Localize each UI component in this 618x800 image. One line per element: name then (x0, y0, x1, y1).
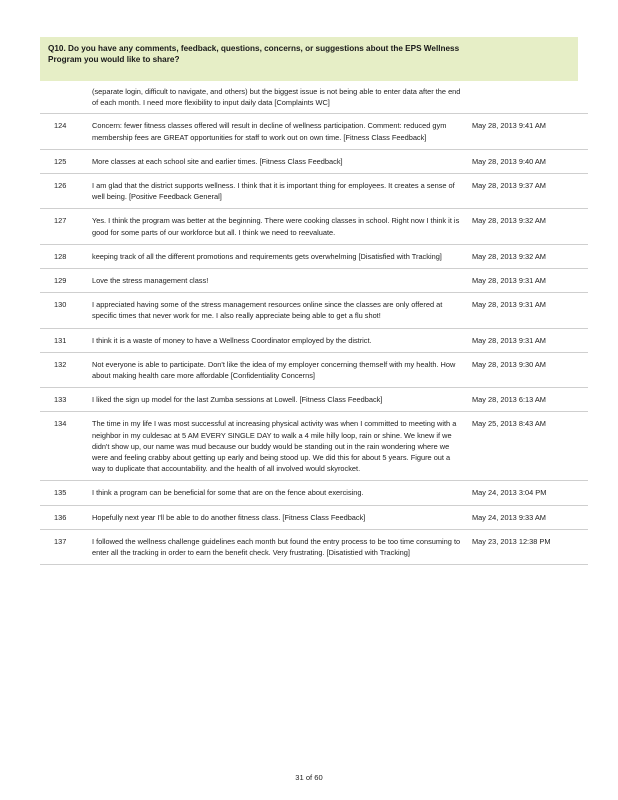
table-row (40, 149, 588, 173)
response-date: May 28, 2013 6:13 AM (468, 388, 588, 412)
response-number: 135 (40, 481, 92, 505)
response-date: May 28, 2013 9:40 AM (468, 149, 588, 173)
response-date: May 25, 2013 8:43 AM (468, 412, 588, 481)
response-number: 127 (40, 209, 92, 244)
response-number: 128 (40, 244, 92, 268)
table-row (40, 81, 588, 114)
response-text: Hopefully next year I'll be able to do another fitness class. [Fitness Class Feedback] (92, 505, 468, 529)
table-row (40, 529, 588, 564)
response-number: 129 (40, 269, 92, 293)
table-row (40, 505, 588, 529)
page-number: 31 of 60 (295, 773, 323, 782)
response-date: May 28, 2013 9:31 AM (468, 269, 588, 293)
table-row (40, 209, 588, 244)
question-header (40, 37, 578, 81)
response-date: May 28, 2013 9:31 AM (468, 293, 588, 328)
response-date: May 24, 2013 9:33 AM (468, 505, 588, 529)
response-date: May 28, 2013 9:41 AM (468, 114, 588, 149)
response-date: May 28, 2013 9:32 AM (468, 209, 588, 244)
table-row (40, 114, 588, 149)
response-text: I am glad that the district supports wellness. I think that it is important thing for employees. It creates a sense of well being. [Positive Feedback General] (92, 174, 468, 209)
response-text: I think it is a waste of money to have a Wellness Coordinator employed by the district. (92, 328, 468, 352)
table-row (40, 328, 588, 352)
response-number: 137 (40, 529, 92, 564)
table-row (40, 174, 588, 209)
table-row (40, 293, 588, 328)
response-number: 130 (40, 293, 92, 328)
response-number: 132 (40, 352, 92, 387)
response-text: I liked the sign up model for the last Zumba sessions at Lowell. [Fitness Class Feedback] (92, 388, 468, 412)
response-date: May 28, 2013 9:32 AM (468, 244, 588, 268)
response-number: 134 (40, 412, 92, 481)
continued-response-text: (separate login, difficult to navigate, and others) but the biggest issue is not being able to enter data after the end of each month. I need more flexibility to input daily data [Complaints WC] (92, 81, 468, 114)
response-text: Not everyone is able to participate. Don't like the idea of my employer concerning themself with my health. How about making health care more affordable [Confidentiality Concerns] (92, 352, 468, 387)
response-date: May 24, 2013 3:04 PM (468, 481, 588, 505)
response-date: May 28, 2013 9:30 AM (468, 352, 588, 387)
response-text: Love the stress management class! (92, 269, 468, 293)
response-text: The time in my life I was most successful at increasing physical activity was when I committed to meeting with a neighbor in my culdesac at 5 AM EVERY SINGLE DAY to walk a 4 mile hilly loop, rain or shine. We knew if we didn't show up, our name was mud because our buddy would be standing out in the rain wondering where we were and feeling crabby about getting up early and being stood up. We did this for about 5 years. Figure out a way to duplicate that accountability. and the health of all involved would skyrocket. (92, 412, 468, 481)
table-row (40, 352, 588, 387)
response-number: 126 (40, 174, 92, 209)
response-text: I appreciated having some of the stress management resources online since the classes are only offered at specific times that never work for me. I also really appreciate being able to get a flu shot! (92, 293, 468, 328)
table-row (40, 388, 588, 412)
response-number: 131 (40, 328, 92, 352)
table-row (40, 269, 588, 293)
response-number: 136 (40, 505, 92, 529)
response-text: I think a program can be beneficial for some that are on the fence about exercising. (92, 481, 468, 505)
table-row (40, 244, 588, 268)
responses-table (40, 81, 588, 565)
response-text: keeping track of all the different promotions and requirements gets overwhelming [Disatisfied with Tracking] (92, 244, 468, 268)
question-line-1: Q10. Do you have any comments, feedback, questions, concerns, or suggestions about the EPS Wellness (48, 44, 460, 53)
table-row (40, 412, 588, 481)
response-text: Yes. I think the program was better at the beginning. There were cooking classes in school. Right now I think it is good for some parts of our workforce but all. I think we need to reevaluate. (92, 209, 468, 244)
response-text: Concern: fewer fitness classes offered will result in decline of wellness participation. Comment: reduced gym membership fees are GREAT opportunities for staff to work out on own time. [Fitness Class Feedback] (92, 114, 468, 149)
response-text: I followed the wellness challenge guidelines each month but found the entry process to be too time consuming to enter all the tracking in order to earn the benefit check. Very frustrating. [Disatistied with Tracking] (92, 529, 468, 564)
response-number: 124 (40, 114, 92, 149)
response-text: More classes at each school site and earlier times. [Fitness Class Feedback] (92, 149, 468, 173)
response-number: 125 (40, 149, 92, 173)
response-date: May 23, 2013 12:38 PM (468, 529, 588, 564)
response-date: May 28, 2013 9:31 AM (468, 328, 588, 352)
question-line-2: Program you would like to share? (48, 54, 180, 64)
table-row (40, 481, 588, 505)
response-number: 133 (40, 388, 92, 412)
response-date: May 28, 2013 9:37 AM (468, 174, 588, 209)
